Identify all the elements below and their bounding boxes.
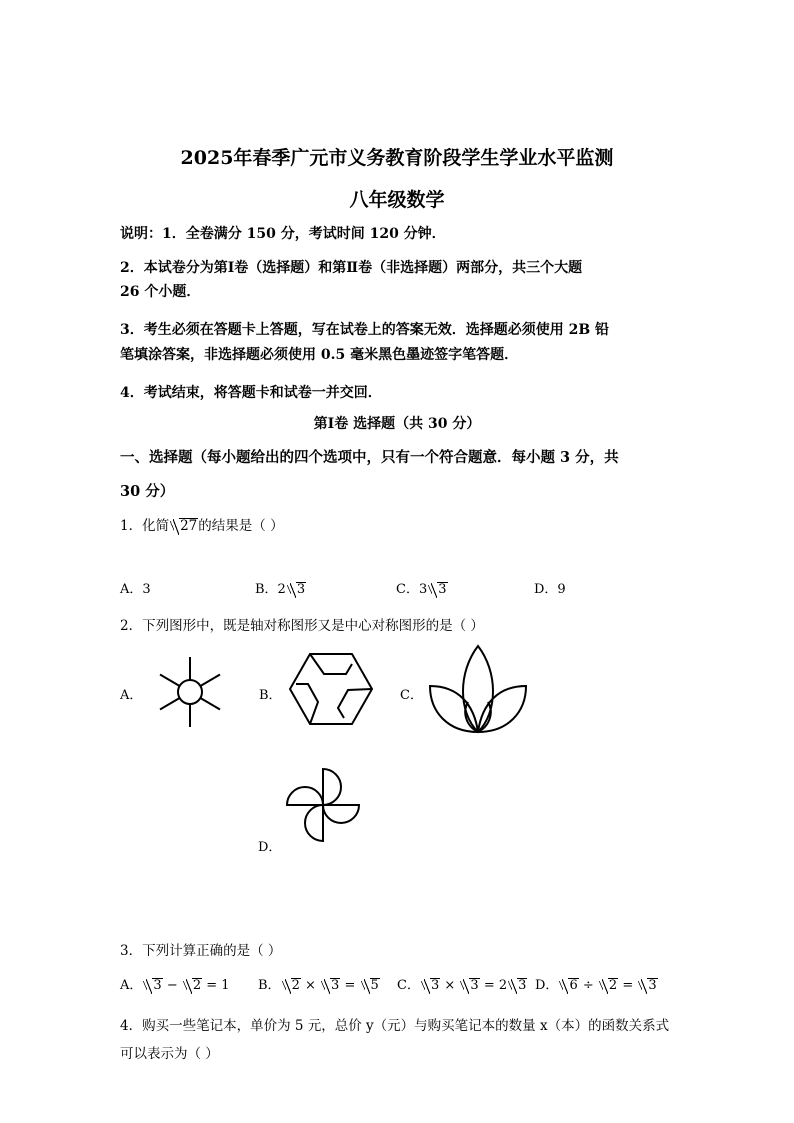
q3-option-d: D． 6 ÷ 2 = 3: [535, 978, 657, 993]
q1-option-d: D．9: [534, 582, 566, 597]
q1-pre: 1．化简: [120, 518, 170, 534]
question-1-stem: [120, 514, 284, 535]
question-4-line-1: 4．购买一些笔记本，单价为 5 元，总价 y（元）与购买笔记本的数量 x（本）的函数关系式: [120, 1018, 670, 1034]
q2-label-b: B．: [259, 688, 282, 703]
question-3-stem: 3．下列计算正确的是（ ）: [120, 943, 282, 959]
q3-option-a: A． 3 − 2 = 1: [120, 978, 230, 993]
exam-title: 2025年春季广元市义务教育阶段学生学业水平监测: [180, 147, 614, 169]
section-heading-line-1: 一、选择题（每小题给出的四个选项中，只有一个符合题意．每小题 3 分，共: [120, 449, 619, 466]
figure-d-pinwheel-icon: [283, 765, 363, 845]
q2-label-a: A．: [120, 688, 143, 703]
note-2-line-2: 26 个小题．: [120, 284, 201, 300]
exam-subtitle: 八年级数学: [349, 189, 445, 211]
q1-option-b: B．2 3: [255, 582, 306, 597]
q2-label-c: C．: [400, 688, 423, 703]
note-3-line-1: 3．考生必须在答题卡上答题，写在试卷上的答案无效．选择题必须使用 2B 铅: [120, 322, 610, 338]
section-title: 第Ⅰ卷 选择题（共 30 分）: [313, 416, 481, 432]
question-2-stem: 2．下列图形中，既是轴对称图形又是中心对称图形的是（ ）: [120, 618, 484, 634]
q1-option-a: A．3: [120, 582, 151, 597]
q3-option-c: C． 3 × 3 = 2 3: [397, 978, 527, 993]
q2-label-d: D．: [258, 840, 282, 855]
note-1: 说明：1．全卷满分 150 分，考试时间 120 分钟．: [120, 226, 446, 242]
question-4-line-2: 可以表示为（ ）: [120, 1046, 219, 1062]
figure-a-sun-icon: [150, 652, 230, 732]
figure-b-recycle-hexagon-icon: [288, 652, 374, 726]
note-4: 4．考试结束，将答题卡和试卷一并交回．: [120, 385, 382, 401]
section-heading-line-2: 30 分）: [120, 483, 175, 500]
sqrt-27: 27: [170, 518, 198, 535]
note-2-line-1: 2．本试卷分为第Ⅰ卷（选择题）和第Ⅱ卷（非选择题）两部分，共三个大题: [120, 260, 583, 276]
q1-option-c: C．3 3: [396, 582, 447, 597]
figure-c-lotus-icon: [428, 642, 528, 734]
note-3-line-2: 笔填涂答案，非选择题必须使用 0.5 毫米黑色墨迹签字笔答题．: [120, 347, 519, 363]
q3-option-b: B． 2 × 3 = 5: [258, 978, 379, 993]
q1-post: 的结果是（ ）: [198, 518, 284, 534]
